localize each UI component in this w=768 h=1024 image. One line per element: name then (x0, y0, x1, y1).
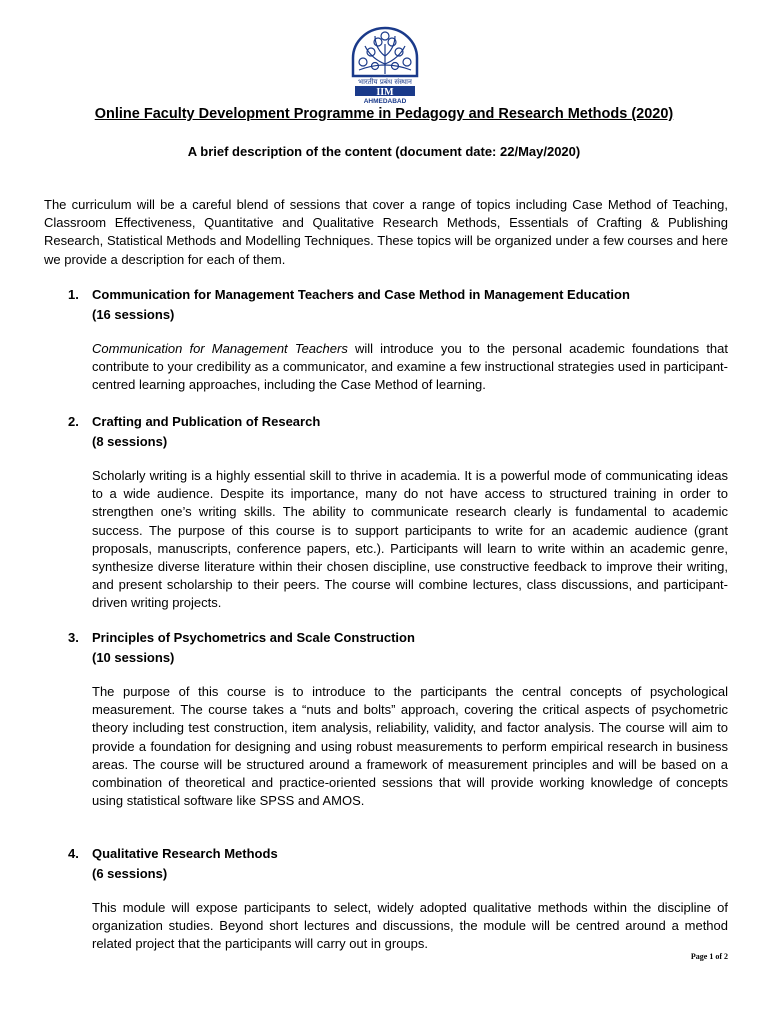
section-1-body-text: will introduce you to the personal academic foundations that contribute to your credibility as a communicator, and examine a few instructional strategies used in participant-centred learning approaches, including the Case Method of learning. (92, 341, 729, 393)
section-4-heading (68, 845, 728, 863)
section-2-heading (68, 413, 728, 431)
section-3-number: 3. (68, 630, 79, 645)
section-1-body (92, 340, 728, 395)
section-3-title: Principles of Psychometrics and Scale Construction (92, 630, 415, 645)
section-3-sessions: (10 sessions) (92, 650, 175, 665)
section-3-body: The purpose of this course is to introduce to the participants the central concepts of psychological measurement. The course takes a “nuts and bolts” approach, covering the critical aspects of psychometric theory including test construction, item analysis, reliability, validity, and factor analysis. The course will aim to provide a foundation for designing and using robust measurements to perform empirical research in business areas. The course will be structured around a framework of measurement principles and will be based on a combination of theoretical and practice-oriented sessions that will provide working knowledge of concepts using statistical software like SPSS and AMOS. (92, 684, 728, 809)
document-title: Online Faculty Development Programme in Pedagogy and Research Methods (2020) (94, 106, 674, 122)
section-1-body-italic: Communication for Management Teachers (92, 341, 348, 356)
section-1 (68, 286, 728, 395)
section-3-heading (68, 629, 728, 647)
section-4-body: This module will expose participants to select, widely adopted qualitative methods within the discipline of organization studies. Beyond short lectures and discussions, the module will be centred around a method related project that the participants will carry out in groups. (92, 900, 728, 952)
section-2-number: 2. (68, 414, 79, 429)
intro-paragraph: The curriculum will be a careful blend of sessions that cover a range of topics including Case Method of Teaching, Classroom Effectiveness, Quantitative and Qualitative Research Methods, Essentials of Crafting & Publishing Research, Statistical Methods and Modelling Techniques. These topics will be organized under a few courses and here we provide a description for each of them. (44, 197, 728, 267)
section-1-title: Communication for Management Teachers and Case Method in Management Education (92, 287, 630, 302)
logo-hindi-text: भारतीय प्रबंध संस्थान (358, 78, 412, 86)
document-subtitle: A brief description of the content (document date: 22/May/2020) (187, 144, 581, 159)
section-4 (68, 845, 728, 954)
iim-ahmedabad-logo (345, 24, 425, 104)
section-2-body: Scholarly writing is a highly essential skill to thrive in academia. It is a powerful mode of communicating ideas to a wide audience. Despite its importance, many do not have access to structured training in order to strengthen one’s writing skills. The ability to communicate research clearly is fundamental to academic success. The purpose of this course is to support participants to write for an academic audience (grant proposals, manuscripts, conference papers, etc.). Participants will learn to write within an academic genre, synthesize diverse literature within their chosen discipline, use constructive feedback to improve their writing, and present scholarship to their peers. The course will combine lectures, class discussions, and participant-driven writing projects. (92, 468, 728, 611)
logo-brand-text: IIM (376, 87, 394, 98)
section-1-heading (68, 286, 728, 304)
logo-city-text: AHMEDABAD (363, 98, 407, 104)
section-4-sessions: (6 sessions) (92, 866, 168, 881)
section-3 (68, 629, 728, 810)
section-2 (68, 413, 728, 613)
section-2-title: Crafting and Publication of Research (92, 414, 321, 429)
section-4-number: 4. (68, 846, 79, 861)
section-4-title: Qualitative Research Methods (92, 846, 278, 861)
section-1-number: 1. (68, 287, 79, 302)
section-1-sessions: (16 sessions) (92, 307, 175, 322)
page-number: Page 1 of 2 (690, 952, 728, 961)
section-2-sessions: (8 sessions) (92, 434, 168, 449)
